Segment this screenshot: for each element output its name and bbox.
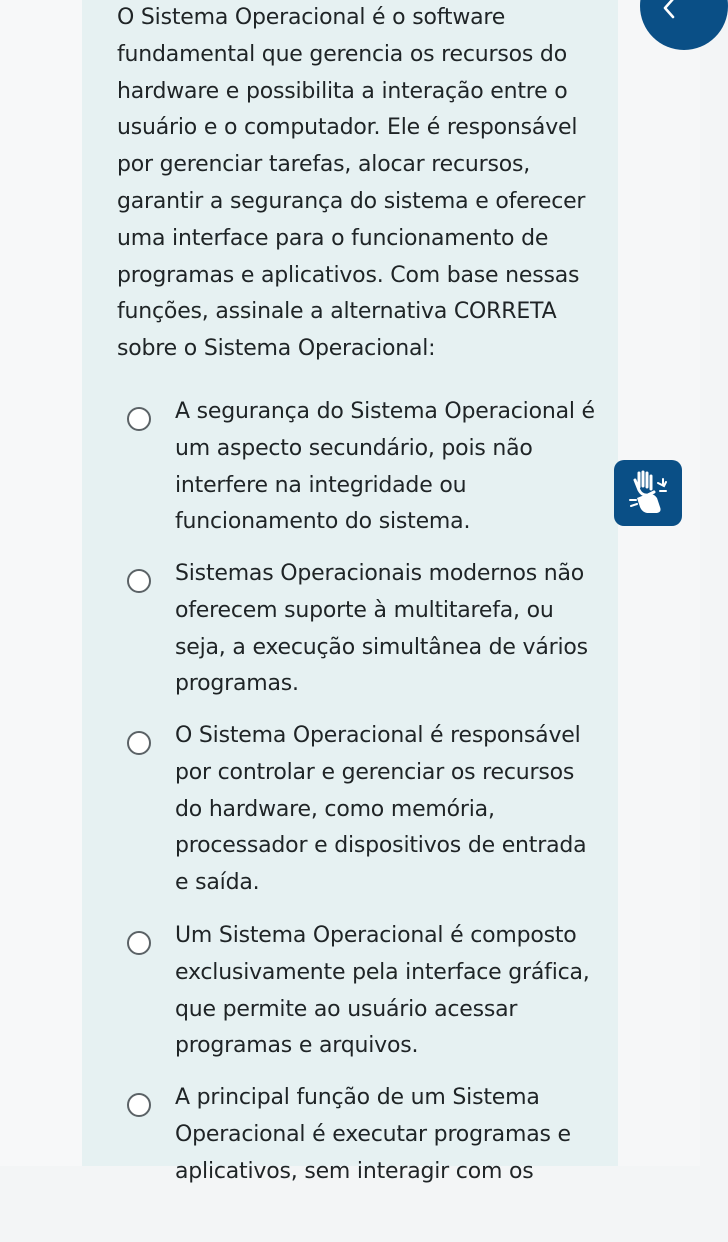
radio-button[interactable] [127, 569, 151, 593]
answer-option-text: O Sistema Operacional é responsável por controlar e gerenciar os recursos do hardware, como memória, processador e dispositivos de entrada e saída. [175, 723, 587, 896]
right-gutter [618, 0, 700, 1166]
radio-button[interactable] [127, 731, 151, 755]
answer-option-b[interactable] [82, 556, 618, 718]
left-gutter [0, 0, 82, 1166]
question-card [82, 0, 618, 1184]
chevron-left-icon [658, 0, 682, 20]
question-text: O Sistema Operacional é o software fundamental que gerencia os recursos do hardware e possibilita a interação entre o usuário e o computador. Ele é responsável por gerenciar tarefas, alocar recursos, garantir a segurança do sistema e oferecer uma interface para o funcionamento de programas e aplicativos. Com base nessas funções, assinale a alternativa CORRETA sobre o Sistema Operacional: [117, 5, 586, 362]
answer-option-d[interactable] [82, 918, 618, 1080]
answer-option-text: A principal função de um Sistema Operacional é executar programas e aplicativos, sem interagir com os [175, 1085, 571, 1184]
answer-option-a[interactable] [82, 394, 618, 556]
answer-option-text: Um Sistema Operacional é composto exclusivamente pela interface gráfica, que permite ao usuário acessar programas e arquivos. [175, 923, 590, 1059]
sign-language-hands-icon [626, 470, 670, 516]
radio-button[interactable] [127, 1093, 151, 1117]
answer-option-text: A segurança do Sistema Operacional é um aspecto secundário, pois não interfere na integridade ou funcionamento do sistema. [175, 399, 595, 535]
radio-button[interactable] [127, 407, 151, 431]
answer-options [82, 394, 618, 1242]
answer-option-e[interactable] [82, 1080, 618, 1242]
vlibras-accessibility-button[interactable] [614, 460, 682, 526]
radio-button[interactable] [127, 931, 151, 955]
answer-option-c[interactable] [82, 718, 618, 918]
answer-option-text: Sistemas Operacionais modernos não oferecem suporte à multitarefa, ou seja, a execução simultânea de vários programas. [175, 561, 588, 697]
